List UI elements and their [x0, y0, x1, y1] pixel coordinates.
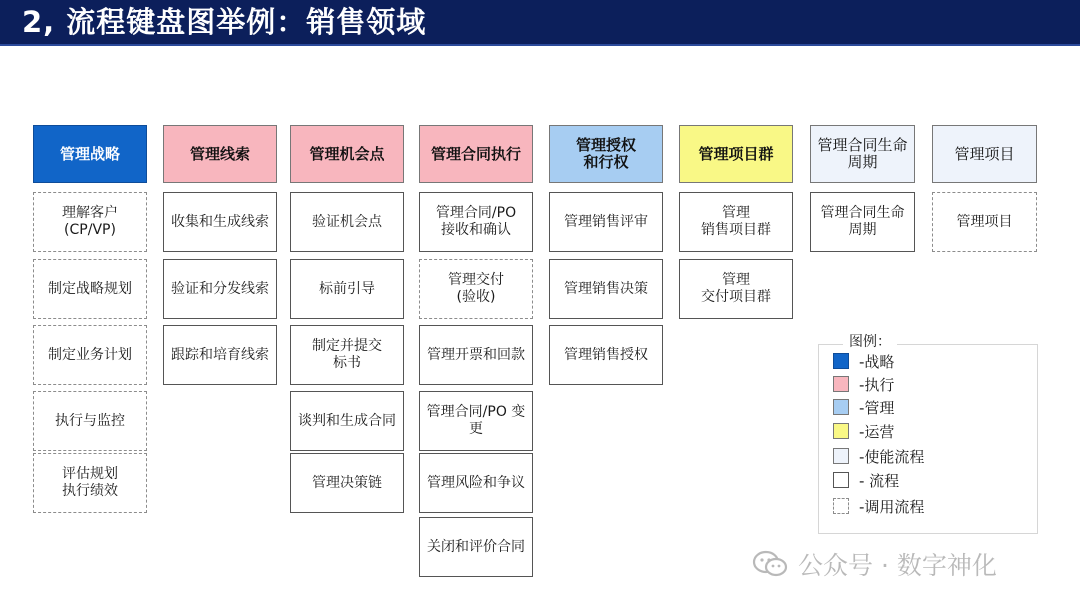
process-label: 管理合同生命 周期 [820, 205, 905, 238]
process-box [549, 259, 663, 319]
process-label: 管理 交付项目群 [701, 272, 771, 305]
invoked-process-box [33, 391, 147, 451]
column-header-label: 管理合同执行 [430, 144, 521, 163]
watermark [752, 546, 997, 582]
invoked-process-box [33, 453, 147, 513]
column-header-label: 管理机会点 [309, 144, 385, 163]
process-label: 管理合同/PO 变 更 [426, 404, 526, 437]
legend-swatch [833, 448, 849, 464]
column-header [163, 125, 277, 183]
process-label: 标前引导 [319, 280, 375, 297]
column-header [810, 125, 915, 183]
process-label: 验证机会点 [312, 213, 382, 230]
legend-title: 图例： [843, 331, 897, 351]
legend-label: -使能流程 [859, 447, 925, 466]
process-label: 管理合同/PO 接收和确认 [435, 205, 517, 238]
process-box [290, 259, 404, 319]
legend-swatch [833, 498, 849, 514]
process-box [163, 259, 277, 319]
process-label: 谈判和生成合同 [298, 412, 396, 429]
invoked-process-box [33, 259, 147, 319]
process-box [419, 517, 533, 577]
invoked-process-box [932, 192, 1037, 252]
legend-label: -战略 [859, 352, 895, 371]
process-label: 关闭和评价合同 [427, 538, 525, 555]
process-box [419, 192, 533, 252]
column-header [33, 125, 147, 183]
legend-item [833, 445, 924, 467]
process-label: 管理项目 [956, 213, 1013, 230]
process-box [419, 325, 533, 385]
legend-item [833, 420, 894, 442]
legend-item [833, 350, 894, 372]
legend-label: -调用流程 [859, 497, 925, 516]
process-box [163, 192, 277, 252]
process-label: 管理销售授权 [564, 346, 648, 363]
process-label: 评估规划 执行绩效 [62, 466, 118, 499]
column-header [419, 125, 533, 183]
process-box [549, 192, 663, 252]
legend-item [833, 495, 924, 517]
process-label: 管理销售决策 [564, 280, 648, 297]
process-label: 验证和分发线索 [171, 280, 269, 297]
process-box [163, 325, 277, 385]
invoked-process-box [33, 192, 147, 252]
legend-swatch [833, 472, 849, 488]
legend-swatch [833, 399, 849, 415]
process-box [810, 192, 915, 252]
column-header [932, 125, 1037, 183]
column-header [290, 125, 404, 183]
process-box [290, 325, 404, 385]
wechat-icon [752, 550, 788, 578]
column-header-label: 管理线索 [189, 144, 250, 163]
column-header-label: 管理项目 [954, 144, 1015, 163]
page-title: 2, 流程键盘图举例：销售领域 [22, 5, 427, 39]
process-label: 管理交付 (验收) [448, 272, 504, 305]
column-header [549, 125, 663, 183]
process-label: 理解客户 (CP/VP) [62, 205, 118, 238]
column-header-label: 管理授权 和行权 [575, 136, 636, 171]
legend-item [833, 373, 894, 395]
process-label: 管理 销售项目群 [701, 205, 771, 238]
column-header-label: 管理项目群 [698, 144, 774, 163]
process-label: 管理决策链 [312, 474, 382, 491]
process-label: 制定战略规划 [48, 280, 132, 297]
process-label: 执行与监控 [55, 412, 125, 429]
process-label: 管理开票和回款 [427, 346, 525, 363]
process-label: 跟踪和培育线索 [171, 346, 269, 363]
legend-label: -执行 [859, 375, 895, 394]
process-box [290, 453, 404, 513]
process-box [419, 391, 533, 451]
process-box [679, 259, 793, 319]
process-label: 制定并提交 标书 [312, 338, 382, 371]
legend-label: - 流程 [859, 471, 900, 490]
watermark-text: 公众号 · 数字神化 [798, 551, 997, 580]
legend-swatch [833, 353, 849, 369]
column-header [679, 125, 793, 183]
legend-swatch [833, 423, 849, 439]
column-header-label: 管理战略 [59, 144, 120, 163]
column-header-label: 管理合同生命 周期 [817, 136, 908, 171]
process-label: 制定业务计划 [48, 346, 132, 363]
process-label: 收集和生成线索 [171, 213, 269, 230]
process-box [679, 192, 793, 252]
process-box [290, 391, 404, 451]
process-label: 管理风险和争议 [427, 474, 525, 491]
process-box [290, 192, 404, 252]
process-label: 管理销售评审 [564, 213, 648, 230]
process-box [419, 453, 533, 513]
title-bar [0, 0, 1080, 44]
legend-label: -管理 [859, 398, 895, 417]
legend-swatch [833, 376, 849, 392]
process-box [549, 325, 663, 385]
legend-item [833, 469, 899, 491]
legend-item [833, 396, 894, 418]
invoked-process-box [33, 325, 147, 385]
legend [818, 334, 1038, 534]
title-underline [0, 44, 1080, 46]
invoked-process-box [419, 259, 533, 319]
legend-label: -运营 [859, 422, 895, 441]
